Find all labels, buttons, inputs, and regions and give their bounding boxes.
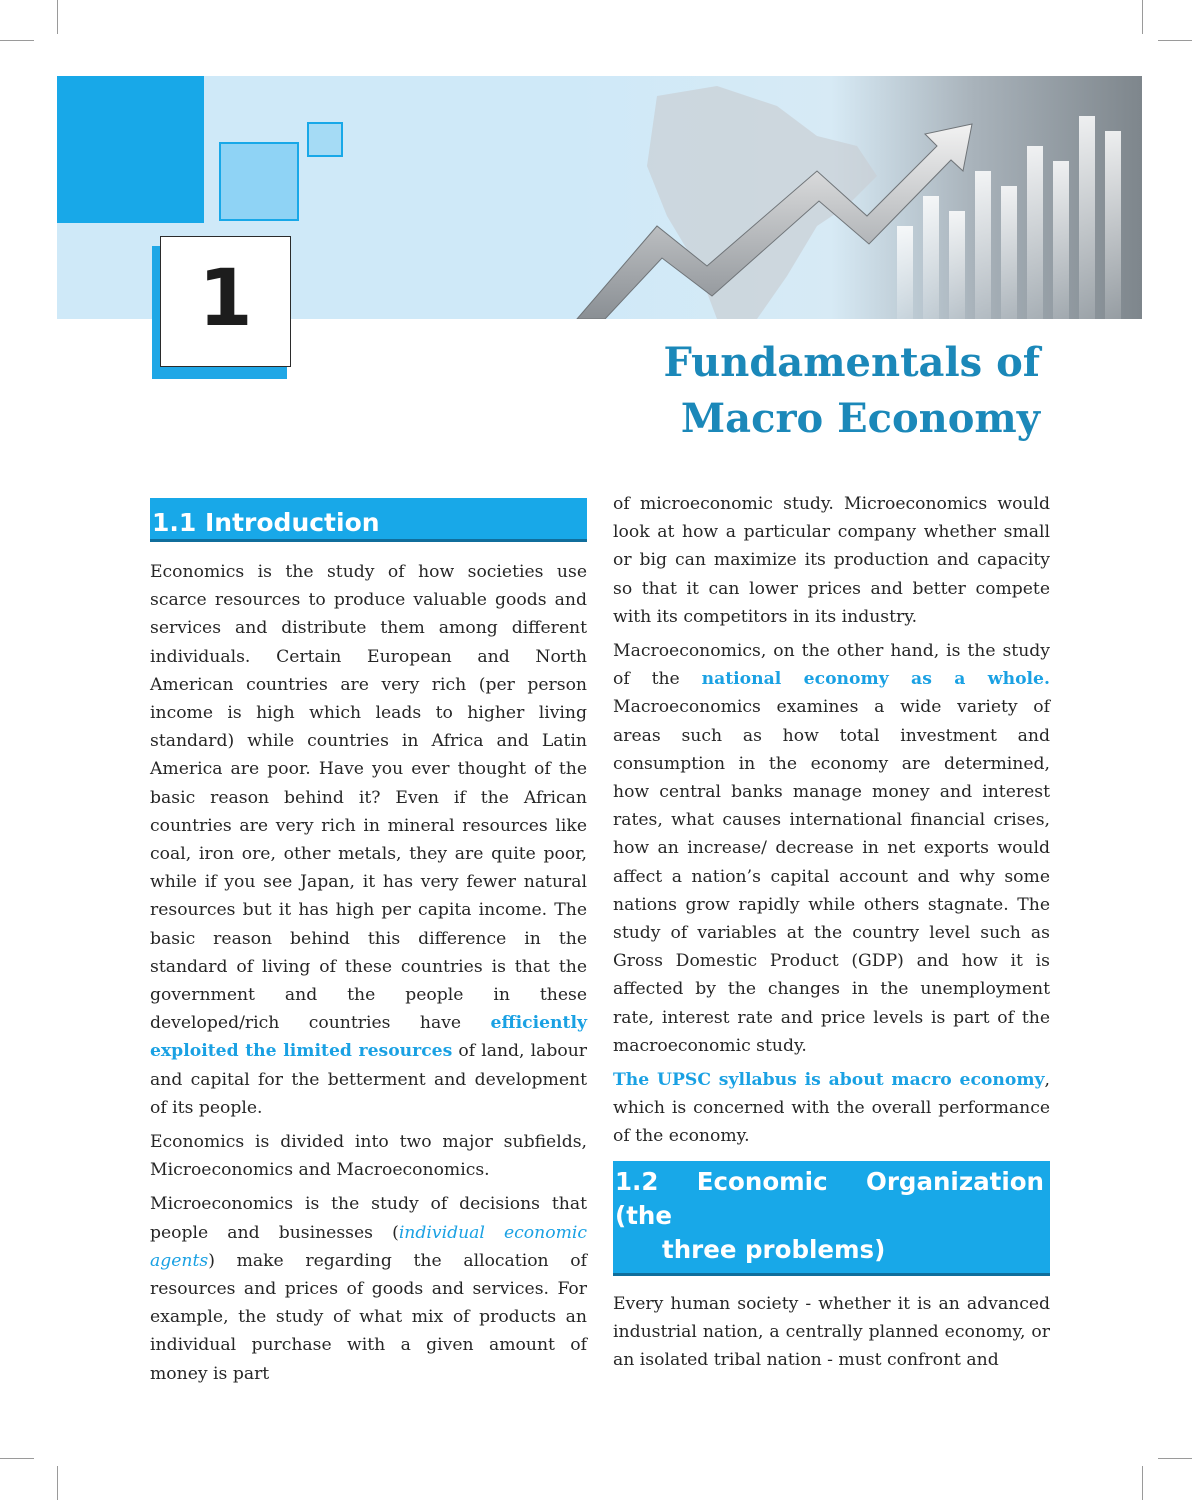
crop-mark (1142, 1466, 1143, 1500)
crop-mark (1158, 40, 1192, 41)
paragraph-text: of land, labour and capital for the betterment and development of its people. (150, 1041, 587, 1118)
section-heading (613, 1161, 1050, 1276)
crop-mark (1142, 0, 1143, 34)
chapter-title-line: Fundamentals of (663, 339, 1040, 386)
paragraph-continued: of microeconomic study. Microeconomics would look at how a particular company whether small or big can maximize its production and capacity so that it can lower prices and better compete with its competitors in its industry. (613, 494, 1050, 627)
paragraph-text: Microeconomics is the study of decisions that people and businesses ( (150, 1194, 587, 1243)
paragraph-text: Economics is the study of how societies use scarce resources to produce valuable goods and services and distribute them among different individuals. Certain European and North American countries are very rich (per person income is high which leads to higher living standard) while countries in Africa and Latin America are poor. Have you ever thought of the basic reason behind it? Even if the African countries are very rich in mineral resources like coal, iron ore, other metals, they are quite poor, while if you see Japan, it has very fewer natural resources but it has high per capita income. The basic reason behind this difference in the standard of living of these countries is that the government and the people in these developed/rich countries have (150, 562, 587, 1034)
section-heading: 1.1 Introduction (150, 498, 587, 542)
highlighted-text: efficiently exploited the limited resources (150, 1013, 587, 1062)
paragraph (150, 558, 587, 1122)
crop-mark (1158, 1458, 1192, 1459)
highlighted-text: national economy as a whole. (701, 669, 1050, 690)
highlighted-text: The UPSC syllabus is about macro economy (613, 1070, 1045, 1091)
chapter-number: 1 (198, 253, 253, 344)
chapter-title (663, 335, 1040, 447)
paragraph: Every human society - whether it is an advanced industrial nation, a centrally planned economy, or an isolated tribal nation - must confront and (613, 1293, 1050, 1371)
crop-mark (0, 1458, 34, 1459)
crop-mark (57, 0, 58, 34)
paragraph-text: Macroeconomics, on the other hand, is the study of the (613, 641, 1050, 690)
paragraph (613, 637, 1050, 1060)
paragraph (613, 1066, 1050, 1151)
paragraph (150, 1190, 587, 1387)
section-heading-line: 1.2 Economic Organization (the (615, 1166, 1044, 1230)
right-column (613, 490, 1050, 1380)
chapter-title-line: Macro Economy (680, 395, 1040, 442)
left-column (150, 490, 587, 1394)
chapter-number-box (160, 236, 291, 367)
paragraph-text: , which is concerned with the overall performance of the economy. (613, 1070, 1050, 1147)
section-heading-line: three problems) (662, 1234, 886, 1264)
paragraph-text: Macroeconomics examines a wide variety of areas such as how total investment and consumption in the economy are determined, how central banks manage money and interest rates, what causes international financial crises, how an increase/ decrease in net exports would affect a nation’s capital account and why some nations grow rapidly while others stagnate. The study of variables at the country level such as Gross Domestic Product (GDP) and how it is affected by the changes in the unemployment rate, interest rate and price levels is part of the macroeconomic study. (613, 697, 1050, 1056)
crop-mark (0, 40, 34, 41)
crop-mark (57, 1466, 58, 1500)
paragraph-text: ) make regarding the allocation of resources and prices of goods and services. For example, the study of what mix of products an individual purchase with a given amount of money is part (150, 1250, 587, 1384)
italic-text: individual economic agents (150, 1222, 587, 1271)
paragraph: Economics is divided into two major subfields, Microeconomics and Macroeconomics. (150, 1132, 587, 1181)
